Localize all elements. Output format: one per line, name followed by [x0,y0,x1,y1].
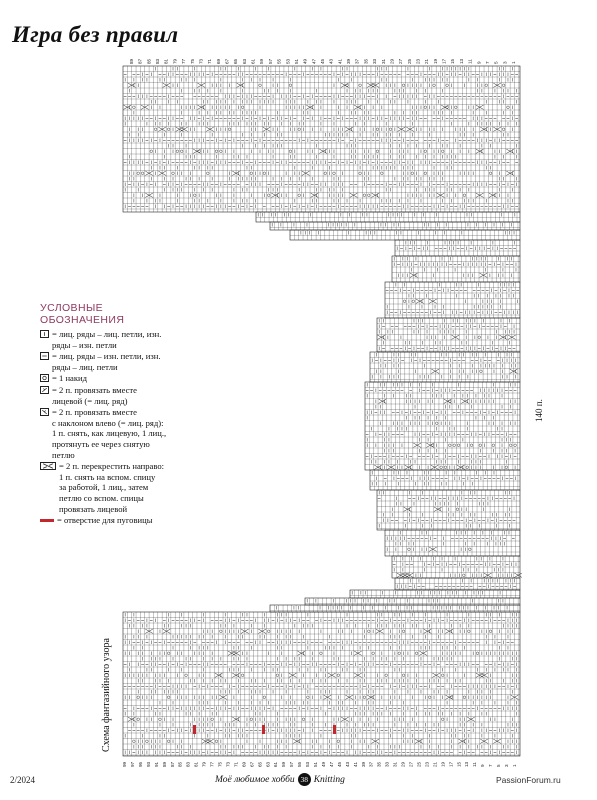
chart-band [385,530,520,556]
column-number-top: 87 [137,58,143,64]
row-number-bottom: 77 [209,761,215,767]
row-number-bottom: 25 [416,761,422,767]
legend-text-yarn-over: = 1 накид [52,373,88,384]
row-number-bottom: 93 [145,761,151,767]
column-number-top: 29 [389,58,395,64]
row-number-bottom: 67 [249,761,255,767]
row-number-bottom: 39 [360,761,366,767]
row-number-bottom: 31 [392,761,398,767]
chart-band [370,470,520,490]
row-number-bottom: 61 [273,761,279,767]
row-number-bottom: 53 [305,761,311,767]
cable-cross-icon [40,462,56,470]
column-number-top: 79 [172,58,178,64]
row-number-bottom: 21 [432,761,438,767]
chart-side-label: Схема фантазийного узора [101,638,112,752]
legend-item-purl [40,351,200,372]
column-number-top: 13 [458,58,464,64]
row-number-bottom: 1 [512,764,517,767]
page-title: Игра без правил [12,22,179,47]
column-number-top: 63 [241,58,247,64]
legend-item-yarn-over [40,373,200,384]
column-number-top: 49 [302,58,308,64]
column-number-top: 43 [328,58,334,64]
row-number-bottom: 83 [185,761,191,767]
column-number-top: 9 [476,61,482,64]
column-number-top: 77 [181,58,187,64]
column-number-top: 57 [267,58,273,64]
row-number-bottom: 75 [217,761,223,767]
column-number-top: 69 [215,58,221,64]
row-number-bottom: 57 [289,761,295,767]
column-numbers-bottom [122,761,517,767]
legend-text-k2tog: = 2 п. провязать вместе лицевой (= лиц. ряд) [52,384,137,406]
chart-band [123,612,520,756]
column-number-top: 37 [354,58,360,64]
row-number-bottom: 33 [384,761,390,767]
column-numbers-top [129,58,516,64]
chart-band [350,590,520,598]
chart-band [385,282,520,318]
legend-item-knit [40,329,200,350]
chart-band [365,382,520,470]
row-number-bottom: 97 [129,761,135,767]
legend-item-buttonhole [40,515,200,526]
row-number-bottom: 11 [472,762,478,767]
chart-band [305,598,520,605]
row-number-bottom: 85 [177,761,183,767]
column-number-top: 19 [432,58,438,64]
chart-band [370,352,520,382]
buttonhole-icon [40,519,54,522]
column-number-top: 25 [406,58,412,64]
chart-band [392,256,520,282]
magazine-footer [215,773,345,786]
row-number-bottom: 89 [161,761,167,767]
row-number-bottom: 95 [137,761,143,767]
column-number-top: 35 [363,58,369,64]
column-number-top: 3 [502,61,508,64]
row-number-bottom: 19 [440,761,446,767]
row-number-bottom: 59 [281,761,287,767]
legend-text-purl: = лиц. ряды – изн. петли, изн. ряды – лиц. петли [52,351,161,372]
section-name: Knitting [313,774,345,785]
column-number-top: 51 [293,58,299,64]
page-number-badge: 38 [298,773,311,786]
row-number-bottom: 55 [297,761,303,767]
column-number-top: 83 [155,58,161,64]
row-number-bottom: 63 [265,761,271,767]
chart-band [395,240,520,256]
row-number-bottom: 13 [464,761,470,767]
row-number-bottom: 29 [400,761,406,767]
column-number-top: 71 [207,58,213,64]
issue-number: 2/2024 [10,775,36,785]
row-number-bottom: 51 [313,761,319,767]
chart-band [395,578,520,590]
row-number-bottom: 23 [424,761,430,767]
buttonhole-mark [193,725,196,734]
purl-stitch-icon [40,352,49,360]
row-number-bottom: 7 [488,764,494,767]
row-number-bottom: 73 [225,761,231,767]
row-number-bottom: 43 [344,761,350,767]
knit-stitch-icon [40,330,49,338]
column-number-top: 85 [146,58,152,64]
legend [40,302,200,527]
legend-text-ssk: = 2 п. провязать вместе с наклоном влево (= лиц. ряд): 1 п. снять, как лицевую, 1 лиц., протянуть ее через снятую петлю [52,407,167,460]
column-number-top: 5 [493,61,499,64]
column-number-top: 27 [398,58,404,64]
chart-band [256,212,520,222]
column-number-top: 1 [511,61,516,64]
row-number-bottom: 81 [193,761,199,767]
column-number-top: 75 [189,58,195,64]
legend-text-buttonhole: = отверстие для пуговицы [57,515,153,526]
buttonhole-mark [333,725,336,734]
chart-band [270,605,520,612]
column-number-top: 33 [372,58,378,64]
row-number-bottom: 5 [496,764,502,767]
row-number-bottom: 91 [153,761,159,767]
legend-item-k2tog [40,385,200,406]
column-number-top: 67 [224,58,230,64]
row-number-bottom: 17 [448,761,454,767]
legend-title: УСЛОВНЫЕ ОБОЗНАЧЕНИЯ [40,302,125,326]
row-number-bottom: 41 [352,761,358,767]
column-number-top: 59 [259,58,265,64]
column-number-top: 89 [129,58,134,64]
row-number-bottom: 79 [201,761,207,767]
column-number-top: 73 [198,58,204,64]
row-number-bottom: 9 [480,764,486,767]
chart-band [270,222,520,230]
chart-band [123,66,520,212]
row-number-bottom: 45 [336,761,342,767]
column-number-top: 31 [380,58,386,64]
row-number-bottom: 37 [368,761,374,767]
chart-band [392,556,522,578]
row-number-bottom: 49 [320,761,326,767]
column-number-top: 41 [337,58,343,64]
column-number-top: 23 [415,58,421,64]
row-number-bottom: 65 [257,761,263,767]
column-number-top: 17 [441,58,447,64]
column-number-top: 81 [163,58,169,64]
row-number-bottom: 47 [328,761,334,767]
row-number-bottom: 87 [169,761,175,767]
legend-item-cable [40,461,200,514]
row-number-bottom: 3 [504,764,510,767]
row-number-bottom: 99 [122,761,127,767]
column-number-top: 15 [450,58,456,64]
buttonhole-mark [262,725,265,734]
row-number-bottom: 15 [456,761,462,767]
column-number-top: 55 [276,58,282,64]
watermark: PassionForum.ru [496,775,561,785]
chart-band [377,318,520,352]
legend-item-ssk [40,407,200,460]
row-number-bottom: 69 [241,761,247,767]
yarn-over-icon [40,374,49,382]
row-number-bottom: 71 [233,761,239,767]
column-number-top: 53 [285,58,291,64]
row-number-bottom: 27 [408,761,414,767]
column-number-top: 21 [424,58,430,64]
ssk-icon [40,408,49,416]
legend-text-cable: = 2 п. перекрестить направо: 1 п. снять на вспом. спицу за работой, 1 лиц., затем петлю со вспом. спицы провязать лицевой [59,461,165,514]
column-number-top: 11 [467,59,473,64]
column-number-top: 47 [311,58,317,64]
magazine-name: Моё любимое хобби [215,774,295,785]
chart-band [290,230,520,240]
k2tog-icon [40,386,49,394]
column-number-top: 61 [250,58,256,64]
column-number-top: 45 [320,58,325,64]
column-number-top: 7 [484,61,490,64]
row-number-bottom: 35 [376,761,382,767]
chart-band [377,490,520,530]
column-number-top: 65 [233,58,239,64]
column-number-top: 39 [346,58,352,64]
legend-text-knit: = лиц. ряды – лиц. петли, изн. ряды – изн. петли [52,329,162,350]
stitch-count-label: 140 п. [534,399,544,422]
